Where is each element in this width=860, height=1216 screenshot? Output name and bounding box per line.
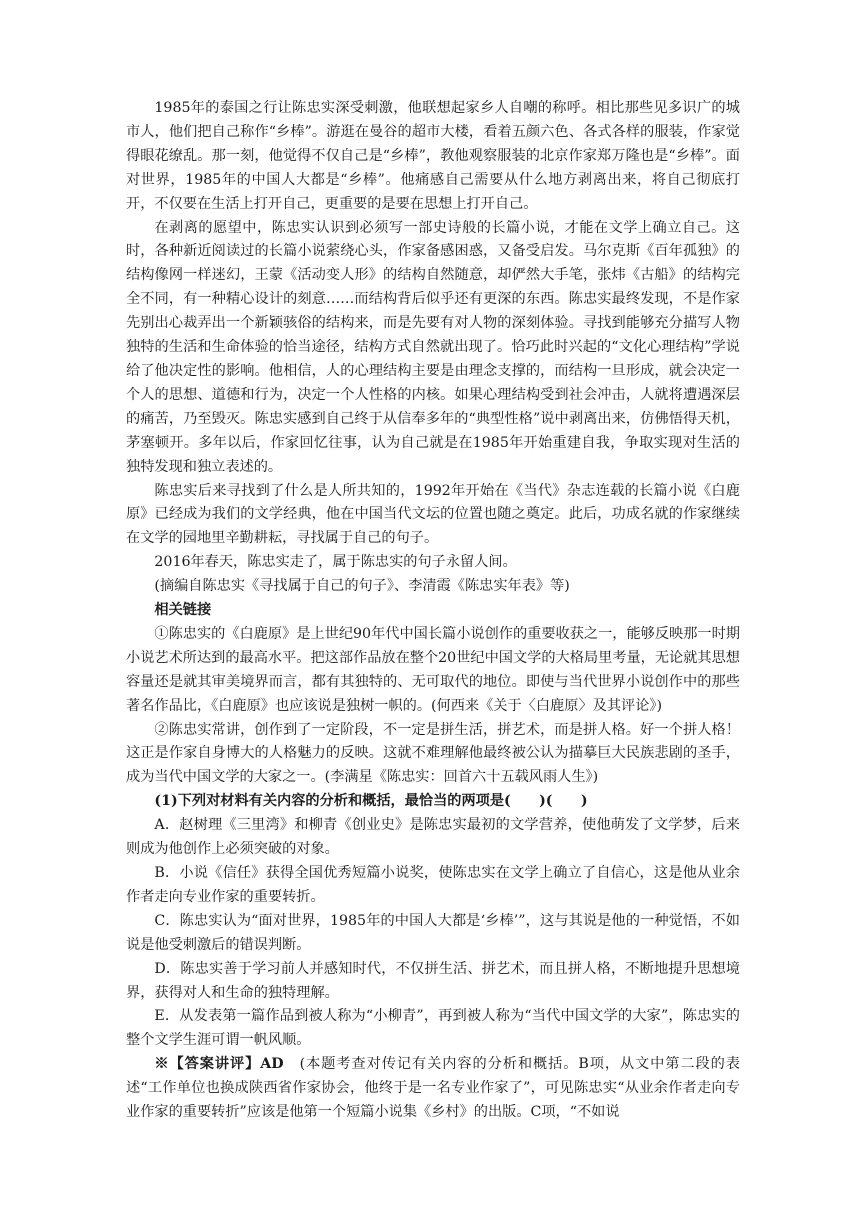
paragraph-4: 2016年春天，陈忠实走了，属于陈忠实的句子永留人间。 — [154, 554, 517, 571]
question-stem: (1)下列对材料有关内容的分析和概括，最恰当的两项是( )( ) — [154, 793, 588, 810]
option-b: B．小说《信任》获得全国优秀短篇小说奖，使陈忠实在文学上确立了自信心，这是他从业余作者走向专业作家的重要转折。 — [126, 865, 740, 905]
answer-key: AD — [260, 1056, 284, 1073]
paragraph-2: 在剥离的愿望中，陈忠实认识到必须写一部史诗般的长篇小说，才能在文学上确立自己。这时，各种新近阅读过的长篇小说萦绕心头，作家备感困惑，又备受启发。马尔克斯《百年孤独》的结构像网一样迷幻，王蒙《活动变人形》的结构自然随意，却俨然大手笔，张炜《古船》的结构完全不同，有一种精心设计的刻意……而结构背后似乎还有更深的东西。陈忠实最终发现，不是作家先别出心裁弄出一个新颖骇俗的结构来，而是先要有对人物的深刻体验。寻找到能够充分描写人物独特的生活和生命体验的恰当途径，结构方式自然就出现了。恰巧此时兴起的“文化心理结构”学说给了他决定性的影响。他相信，人的心理结构主要是由理念支撑的，而结构一旦形成，就会决定一个人的思想、道德和行为，决定一个人性格的内核。如果心理结构受到社会冲击，人就将遭遇深层的痛苦，乃至毁灭。陈忠实感到自己终于从信奉多年的“典型性格”说中剥离出来，仿佛悟得天机，茅塞顿开。多年以后，作家回忆往事，认为自己就是在1985年开始重建自我，争取实现对生活的独特发现和独立表述的。 — [126, 219, 740, 475]
document-page — [126, 97, 740, 1125]
option-d: D．陈忠实善于学习前人并感知时代，不仅拼生活、拼艺术，而且拼人格，不断地提升思想境界，获得对人和生命的独特理解。 — [126, 960, 740, 1001]
answer-explanation — [126, 1053, 740, 1125]
option-a: A．赵树理《三里湾》和柳青《创业史》是陈忠实最初的文学营养，使他萌发了文学梦，后来则成为他创作上必须突破的对象。 — [126, 817, 740, 858]
paragraph-3: 陈忠实后来寻找到了什么是人所共知的，1992年开始在《当代》杂志连载的长篇小说《白鹿原》已经成为我们的文学经典，他在中国当代文坛的位置也随之奠定。此后，功成名就的作家继续在文学的园地里辛勤耕耘，寻找属于自己的句子。 — [126, 482, 740, 547]
option-e: E．从发表第一篇作品到被人称为“小柳青”，再到被人称为“当代中国文学的大家”，陈忠实的整个文学生涯可谓一帆风顺。 — [126, 1008, 740, 1049]
answer-text: (本题考查对传记有关内容的分析和概括。B项，从文中第二段的表述“工作单位也换成陕西省作家协会，他终于是一名专业作家了”，可见陈忠实“从业余作者走向专业作家的重要转折”应该是他第一个短篇小说集《乡村》的出版。C项，“不如说 — [126, 1056, 740, 1121]
related-item-1: ①陈忠实的《白鹿原》是上世纪90年代中国长篇小说创作的重要收获之一，能够反映那一时期小说艺术所达到的最高水平。把这部作品放在整个20世纪中国文学的大格局里考量，无论就其思想容量还是就其审美境界而言，都有其独特的、无可取代的地位。即使与当代世界小说创作中的那些著名作品比，《白鹿原》也应该说是独树一帜的。(何西来《关于〈白鹿原〉及其评论》) — [126, 625, 740, 714]
related-item-2: ②陈忠实常讲，创作到了一定阶段，不一定是拼生活，拼艺术，而是拼人格。好一个拼人格！这正是作家自身博大的人格魅力的反映。这就不难理解他最终被公认为描摹巨大民族悲剧的圣手，成为当代中国文学的大家之一。(李满星《陈忠实：回首六十五载风雨人生》) — [126, 721, 740, 786]
source-note: (摘编自陈忠实《寻找属于自己的句子》、李清霞《陈忠实年表》等) — [154, 578, 570, 595]
option-c: C．陈忠实认为“面对世界，1985年的中国人大都是‘乡棒’”，这与其说是他的一种觉悟，不如说是他受刺激后的错误判断。 — [126, 912, 740, 953]
paragraph-1: 1985年的泰国之行让陈忠实深受刺激，他联想起家乡人自嘲的称呼。相比那些见多识广的城市人，他们把自己称作“乡棒”。游逛在曼谷的超市大楼，看着五颜六色、各式各样的服装，作家觉得眼花缭乱。那一刻，他觉得不仅自己是“乡棒”，教他观察服装的北京作家郑万隆也是“乡棒”。面对世界，1985年的中国人大都是“乡棒”。他痛感自己需要从什么地方剥离出来，将自己彻底打开，不仅要在生活上打开自己，更重要的是要在思想上打开自己。 — [126, 100, 740, 212]
related-heading: 相关链接 — [154, 602, 212, 619]
answer-label: ※【答案讲评】 — [154, 1056, 261, 1073]
